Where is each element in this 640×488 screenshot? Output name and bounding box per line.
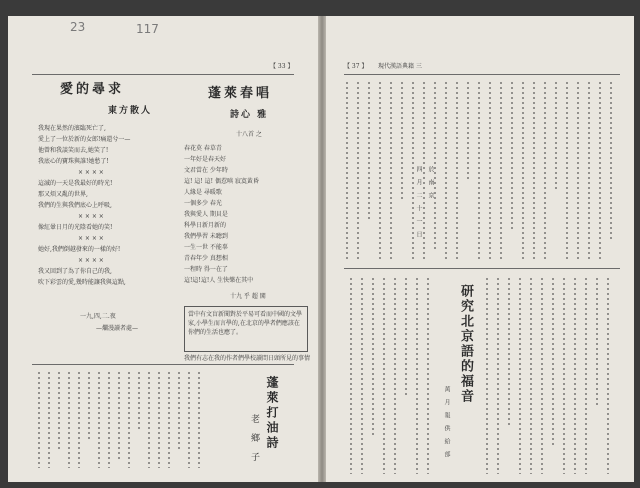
poem-line: 那又煩又亂的世界, [38, 191, 88, 198]
poem-line: 她好,我們倒越發來的一樣的好! [38, 246, 121, 253]
vertical-text-block [38, 372, 208, 468]
article-author: 萬 月 報 供 給 部 [443, 386, 450, 457]
article-body-lower-left [350, 278, 436, 474]
book-gutter [318, 16, 326, 482]
poem-signature: —爛漫讀者處— [96, 325, 139, 332]
separator: × × × × [78, 257, 104, 264]
article-body-lower-right [486, 278, 620, 474]
poem-line: 一生一世 不能辜 [184, 244, 228, 251]
poem-line: 我與愛人 期貝是 [184, 211, 228, 218]
header-rule [32, 74, 294, 75]
poem-line: 吹下彩雲的愛,幾時能讓我與這點, [38, 279, 126, 286]
separator: × × × × [78, 235, 104, 242]
poem-line: 人緣是 尋暖歌 [184, 189, 222, 196]
right-page [326, 16, 634, 482]
poem-line: 青春年少 真想相 [184, 255, 228, 262]
poem-line: 他曾和我談笑而去,她笑了! [38, 147, 109, 154]
footer-note: 我們有志在我的作者們學校讀問日頭所見的事情 [184, 355, 311, 362]
poem-line: 愛上了一位於新的女郎!痛還兮一— [38, 136, 131, 143]
poem-line: 一程時 得一在了 [184, 266, 228, 273]
separator: × × × × [78, 169, 104, 176]
poem-line: 這! 這! 這! 偶惹嗔 寂寞黃昏 [184, 178, 259, 185]
poem-title: 蓬萊打油詩 [265, 376, 279, 451]
poem-line: 我現在果然的濱臨死亡了, [38, 125, 106, 132]
article-title: 研究北京語的福音 [458, 284, 473, 404]
poem-title: 愛的尋求 [60, 82, 125, 97]
poem-line: 一個多少 春光 [184, 200, 222, 207]
poem-line: 這滅的一天是我最好的時光! [38, 180, 113, 187]
poem-line: 春花莫 春草青 [184, 145, 222, 152]
page-number: 【 37 】 [344, 63, 368, 70]
poem-title: 蓬萊春唱 [208, 86, 273, 101]
poem-date: 一九,四,二.夜 [80, 313, 116, 320]
section-heading: 十八首 之 [236, 131, 262, 138]
article-body-upper [346, 82, 616, 262]
poem-line: 這!這!這!人 生快樂在其中 [184, 277, 254, 284]
book-spread [8, 16, 634, 482]
note-text: 當中有文盲新聞對於平易可看而中國的文學家,小學生而言學的,在北京的學者們應該在你們的生活也應了。 [188, 311, 303, 336]
poem-line: 我底心的寶珠與誰!她愁了! [38, 158, 109, 165]
poem-author: 老 鄉 子 [249, 414, 259, 461]
poem-line: 一年好是春天好 [184, 156, 227, 163]
pencil-note: 117 [136, 22, 159, 36]
signature-date: 四 月 二 十 一 日 [415, 166, 422, 237]
section-heading: 十九 乎 超 閣 [230, 293, 266, 300]
poem-line: 文君當在 少年時 [184, 167, 228, 174]
header-rule [344, 74, 620, 75]
pencil-note: 23 [70, 20, 86, 34]
left-page [8, 16, 318, 482]
poem-line: 像紅暈日月的光陰看她的笑! [38, 224, 113, 231]
signature-place: 於 南 京 [427, 166, 434, 198]
running-header: 現代漢語典籍 三 [378, 63, 422, 70]
poem-subtitle: 詩心 雅 [230, 110, 269, 120]
section-rule [32, 364, 294, 365]
poem-line: 我們的生與我們底心上呼吸, [38, 202, 112, 209]
poem-line: 我們學習 未聽到 [184, 233, 228, 240]
separator: × × × × [78, 213, 104, 220]
poem-line: 科學日新月新的 [184, 222, 227, 229]
poem-line: 我又回到了為了你自己的我, [38, 268, 112, 275]
poem-author: 東方散人 [108, 106, 153, 116]
page-number: 【 33 】 [270, 63, 294, 70]
section-rule [344, 268, 620, 269]
